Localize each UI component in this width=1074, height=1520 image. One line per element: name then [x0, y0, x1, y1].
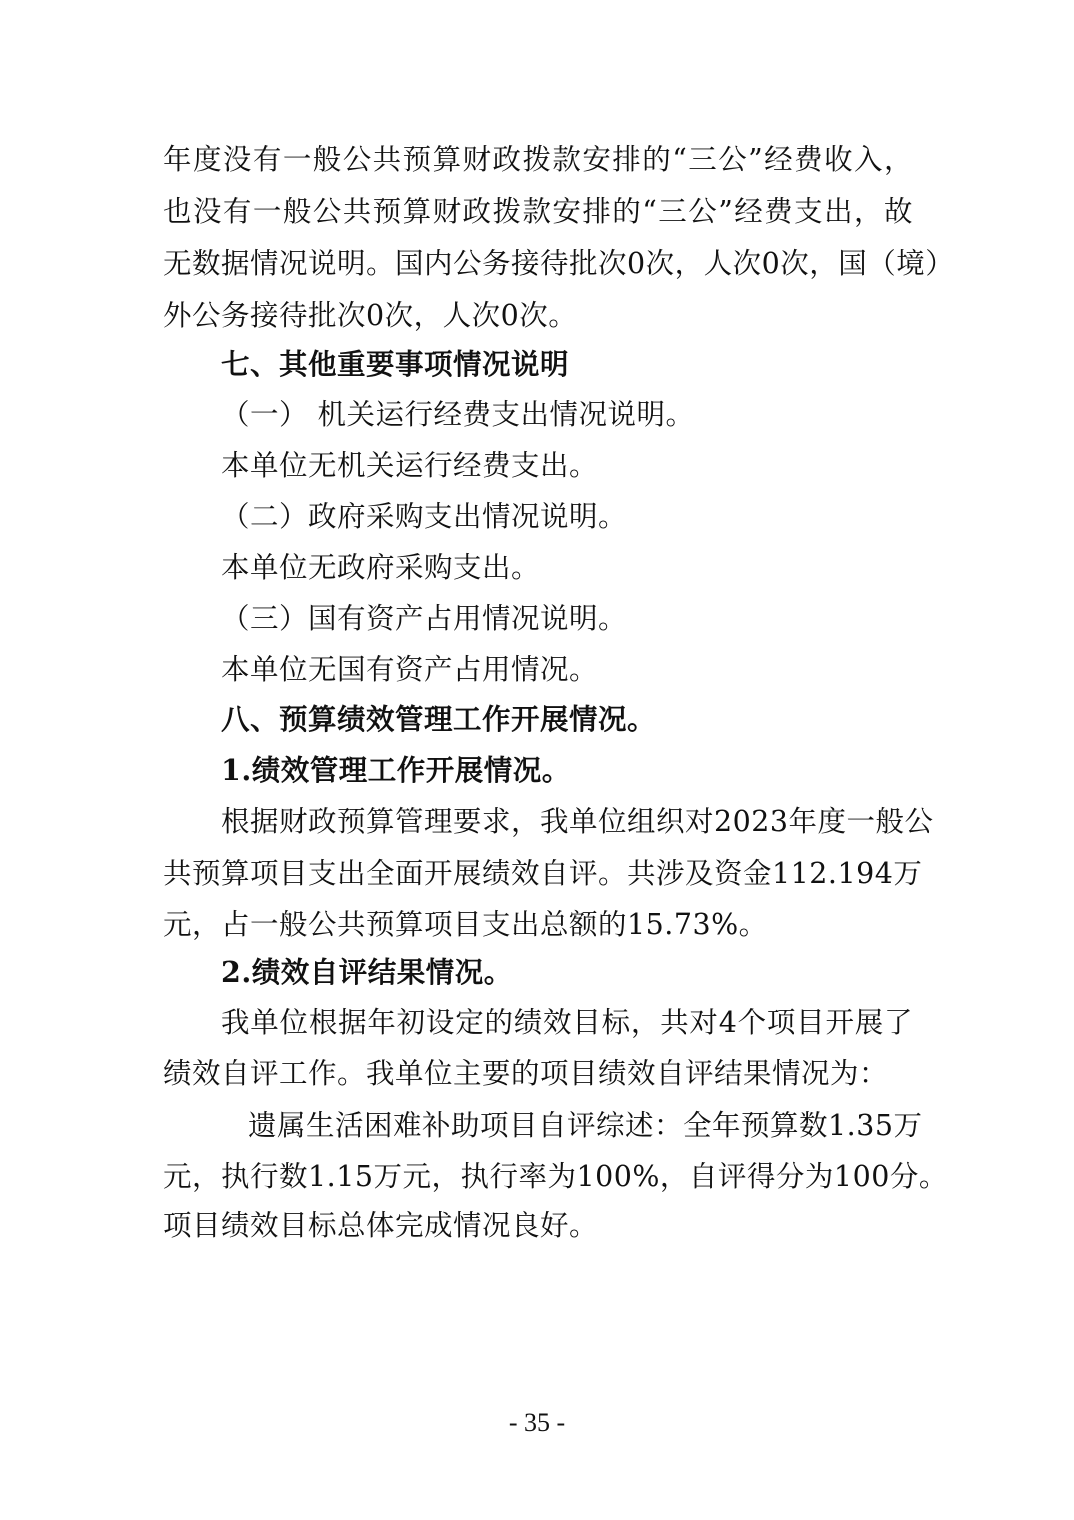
subsection-heading: 2.绩效自评结果情况。 — [221, 955, 513, 989]
subsection-heading: （三）国有资产占用情况说明。 — [221, 602, 628, 635]
section-heading: 八、预算绩效管理工作开展情况。 — [221, 702, 657, 736]
subsection-heading: （一） 机关运行经费支出情况说明。 — [221, 398, 695, 431]
paragraph-line: 无数据情况说明。国内公务接待批次0次，人次0次，国（境） — [163, 247, 955, 280]
paragraph-line: 遗属生活困难补助项目自评综述：全年预算数1.35万 — [248, 1109, 923, 1142]
section-heading: 七、其他重要事项情况说明 — [221, 347, 570, 381]
paragraph-line: 绩效自评工作。我单位主要的项目绩效自评结果情况为： — [163, 1057, 889, 1090]
paragraph-line: 年度没有一般公共预算财政拨款安排的“三公”经费收入， — [163, 143, 913, 176]
paragraph-line: 本单位无机关运行经费支出。 — [221, 449, 599, 482]
paragraph-line: 项目绩效目标总体完成情况良好。 — [163, 1209, 599, 1242]
paragraph-line: 元，执行数1.15万元，执行率为100%，自评得分为100分。 — [163, 1160, 948, 1193]
paragraph-line: 也没有一般公共预算财政拨款安排的“三公”经费支出，故 — [163, 195, 913, 228]
paragraph-line: 共预算项目支出全面开展绩效自评。共涉及资金112.194万 — [163, 857, 923, 890]
subsection-heading: 1.绩效管理工作开展情况。 — [221, 753, 571, 787]
subsection-heading: （二）政府采购支出情况说明。 — [221, 500, 628, 533]
paragraph-line: 外公务接待批次0次，人次0次。 — [163, 299, 578, 332]
paragraph-line: 本单位无政府采购支出。 — [221, 551, 541, 584]
paragraph-line: 我单位根据年初设定的绩效目标，共对4个项目开展了 — [221, 1006, 913, 1039]
paragraph-line: 根据财政预算管理要求，我单位组织对2023年度一般公 — [221, 805, 934, 838]
paragraph-line: 本单位无国有资产占用情况。 — [221, 653, 599, 686]
page-number: - 35 - — [508, 1408, 566, 1437]
paragraph-line: 元，占一般公共预算项目支出总额的15.73%。 — [163, 908, 768, 941]
